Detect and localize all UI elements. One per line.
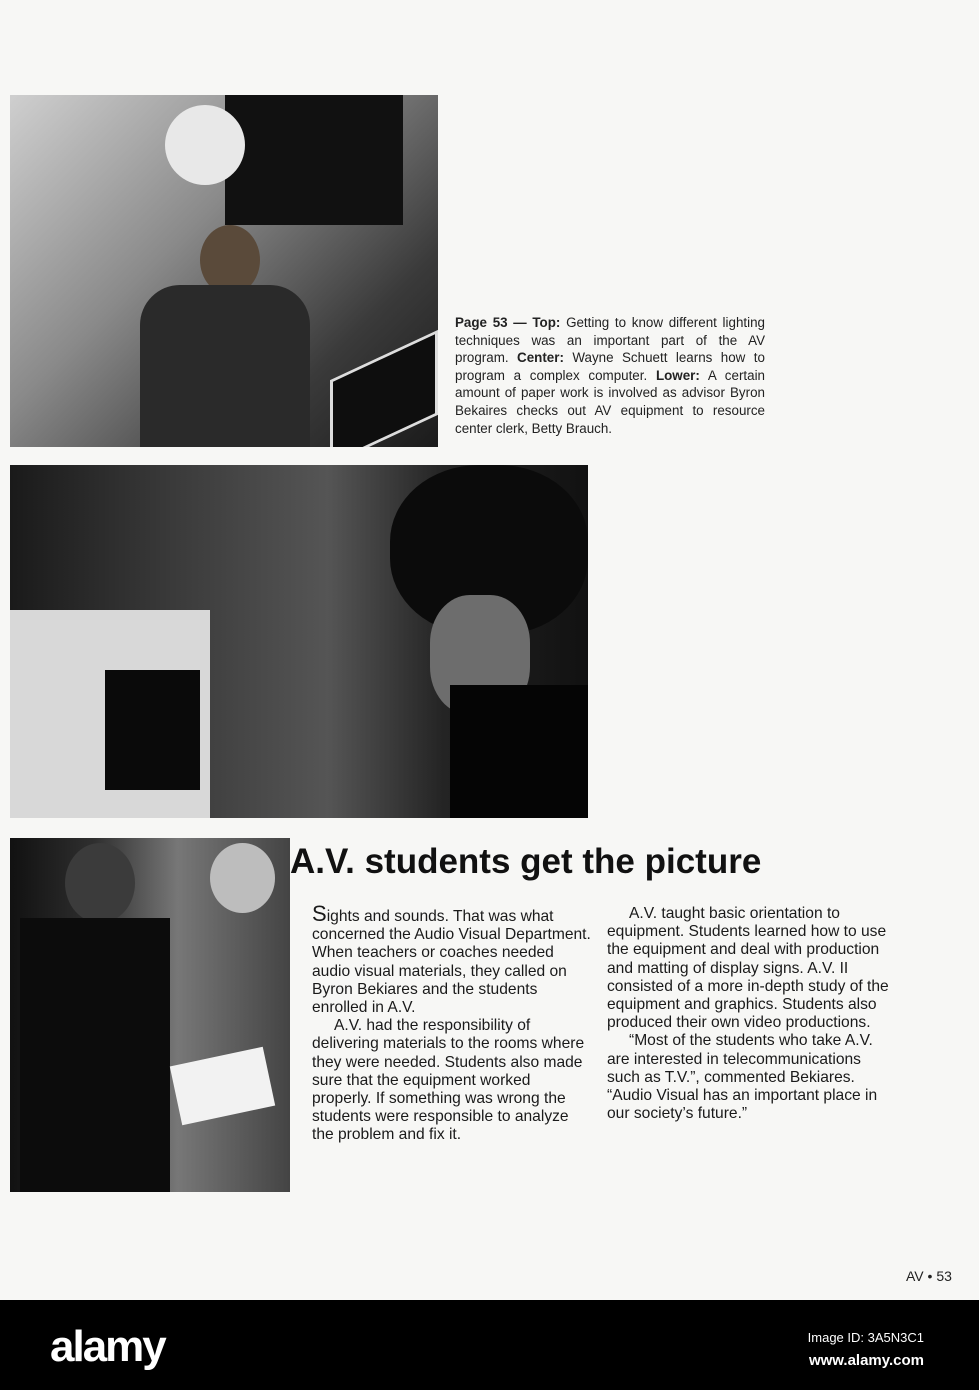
reflector-board — [330, 330, 438, 447]
page-folio: AV • 53 — [906, 1268, 952, 1284]
paper — [170, 1047, 275, 1125]
advisor-head — [65, 843, 135, 923]
caption-prefix: Page 53 — — [455, 315, 527, 330]
photo-advisor-clerk — [10, 838, 290, 1192]
article-headline: A.V. students get the picture — [290, 842, 762, 881]
lamp — [165, 105, 245, 185]
monitor-screen — [105, 670, 200, 790]
alamy-logo: alamy — [50, 1322, 165, 1371]
poster — [225, 95, 403, 225]
paragraph-text: ights and sounds. That was what concerned the Audio Visual Department. When teachers or coaches needed audio visual materials, they called on Byron Bekiares and the students enrolled in A.V. — [312, 908, 591, 1017]
article-paragraph: “Most of the students who take A.V. are interested in telecommunications such as T.V.”, commented Bekiares. “Audio Visual has an important place in our society’s future.” — [607, 1032, 878, 1123]
article-paragraph: A.V. had the responsibility of delivering materials to the rooms where they were needed. Students also made sure that the equipment worked properly. If something was wrong the students were responsible to analyze the problem and fix it. — [312, 1017, 585, 1144]
student-shirt — [450, 685, 588, 818]
image-id: Image ID: 3A5N3C1 — [807, 1330, 924, 1345]
caption-top-text: Getting to know different lighting techniques was an important part of the AV program. — [455, 315, 765, 366]
watermark-url: www.alamy.com — [808, 1352, 924, 1369]
article-paragraph: A.V. taught basic orientation to equipment. Students learned how to use the equipment and deal with production and matting of display signs. A.V. II consisted of a more in-depth study of the equipment and graphics. Students also produced their own video productions. — [607, 905, 889, 1032]
student-body — [140, 285, 310, 447]
article-paragraph — [312, 901, 594, 1017]
article-column-left — [312, 901, 594, 1145]
caption-center-label: Center: — [517, 350, 564, 366]
photo-lighting-student — [10, 95, 438, 447]
photo-caption — [455, 314, 765, 437]
article-column-right — [607, 905, 897, 1123]
photo-computer-student — [10, 465, 588, 818]
advisor-jacket — [20, 918, 170, 1192]
caption-lower-label: Lower: — [655, 367, 700, 383]
caption-top-label: Top: — [532, 315, 561, 330]
caption-lower-text: A certain amount of paper work is involved as advisor Byron Bekaires checks out AV equipment to resource center clerk, Betty Brauch. — [455, 367, 765, 436]
watermark-band — [0, 1300, 979, 1390]
drop-letter: S — [312, 901, 327, 926]
clerk-head — [210, 843, 275, 913]
caption-center-text: Wayne Schuett learns how to program a complex computer. — [455, 350, 765, 383]
